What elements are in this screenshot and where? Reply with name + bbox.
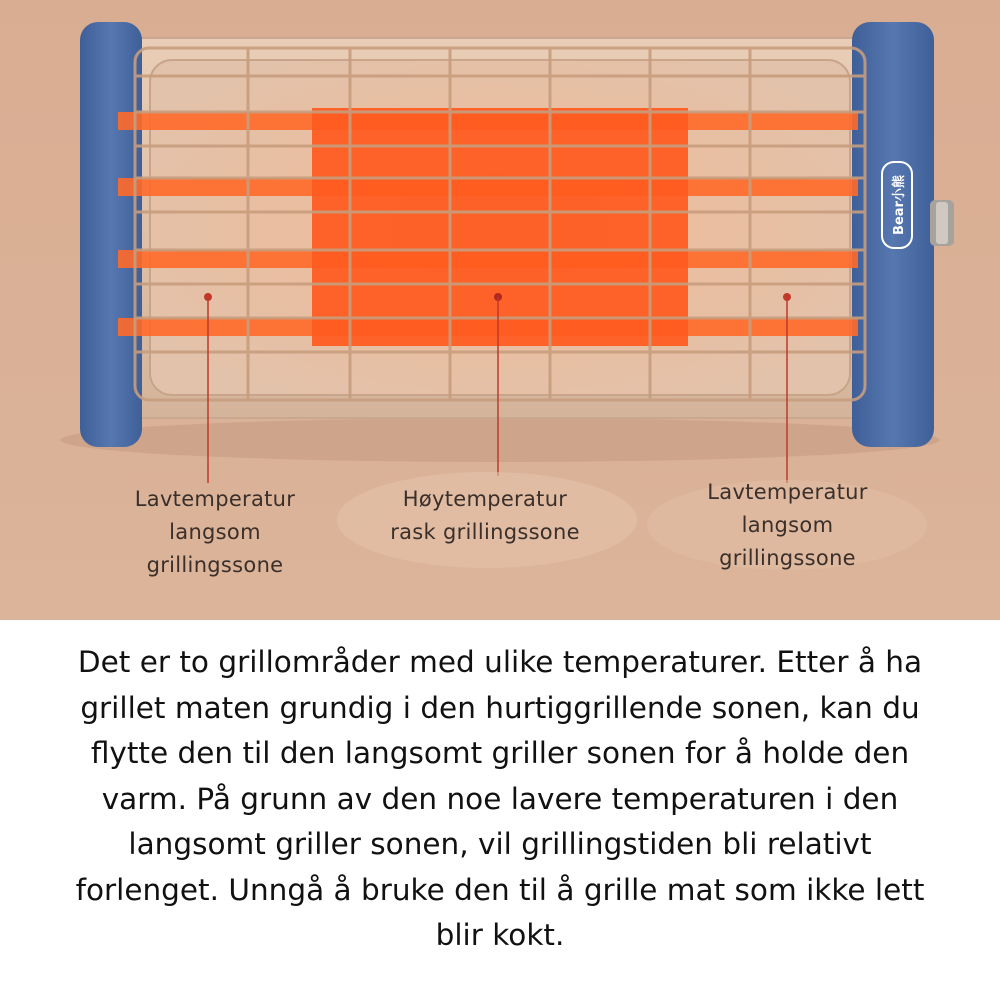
zone-label-line: Lavtemperatur — [134, 487, 296, 511]
zone-label-line: Høytemperatur — [402, 487, 568, 511]
description-caption — [14, 640, 986, 959]
caption-line: flytte den til den langsomt griller sonen for å holde den — [90, 736, 910, 770]
caption-line: langsomt griller sonen, vil grillingstiden bli relativt — [128, 827, 872, 861]
control-knob — [930, 200, 954, 246]
zone-label-line: langsom — [741, 513, 834, 537]
zone-label-line: grillingssone — [719, 546, 856, 570]
caption-line: grillet maten grundig i den hurtiggrillende sonen, kan du — [80, 690, 920, 725]
caption-line: forlenget. Unngå å bruke den til å grille mat som ikke lett — [75, 872, 925, 907]
zone-label-line: grillingssone — [146, 553, 284, 577]
left-end-cap — [80, 22, 142, 447]
zone-label-line: Lavtemperatur — [707, 480, 868, 504]
brand-badge-text: Bear小熊 — [892, 175, 907, 235]
zone-label-line: langsom — [169, 520, 261, 544]
zone-label-line: rask grillingssone — [390, 520, 580, 544]
zone-label-right — [680, 476, 895, 575]
zone-label-left — [110, 483, 320, 582]
caption-line: blir kokt. — [435, 918, 565, 952]
caption-line: Det er to grillområder med ulike temperaturer. Etter å ha — [77, 645, 923, 679]
caption-line: varm. På grunn av den noe lavere temperaturen i den — [101, 781, 899, 816]
grill-shadow — [60, 418, 940, 462]
high-heat-zone — [312, 108, 688, 346]
zone-label-center — [350, 483, 620, 549]
